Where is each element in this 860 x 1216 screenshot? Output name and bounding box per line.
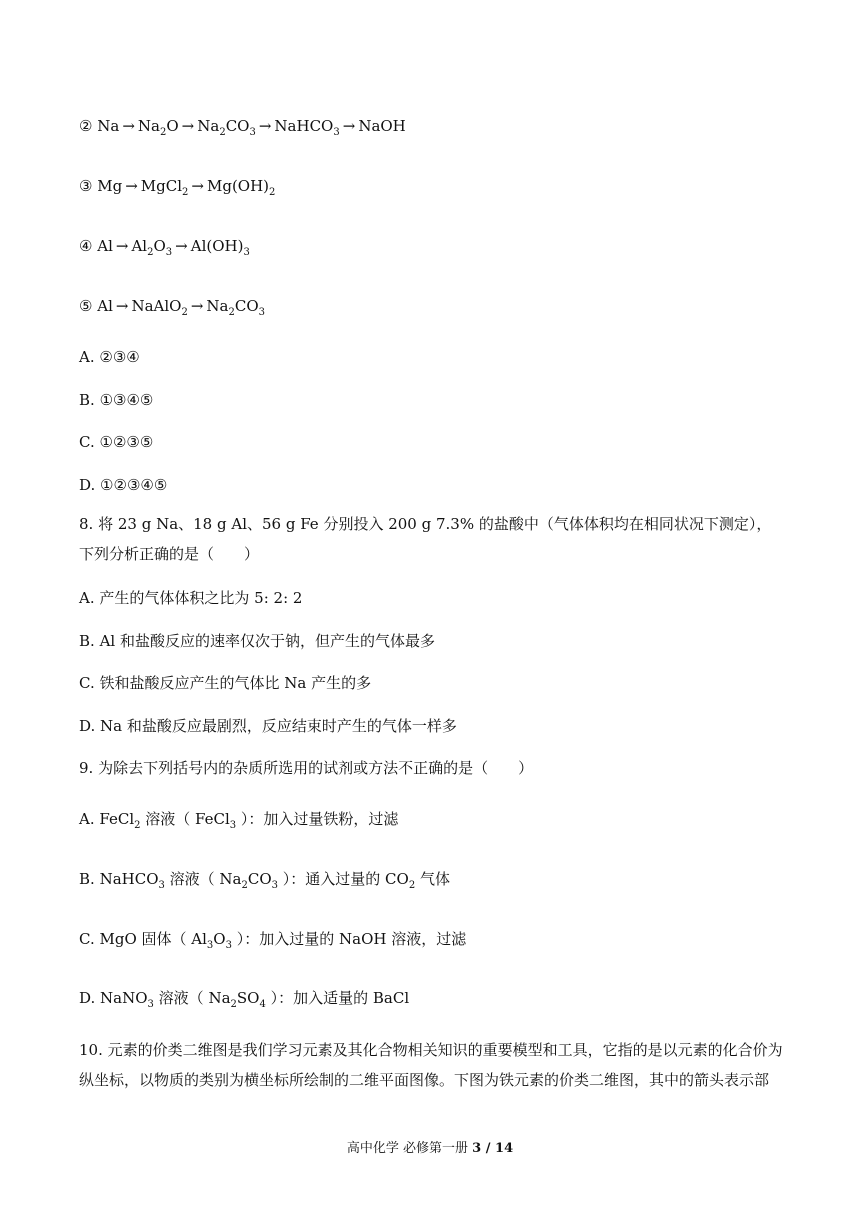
formula: MgCl$_2$ xyxy=(140,177,189,198)
arrow: → xyxy=(175,237,188,255)
arrow: → xyxy=(115,237,129,255)
arrow: → xyxy=(125,177,138,195)
formula: Al xyxy=(97,297,113,315)
formula: $Na_2CO_3$ xyxy=(197,117,256,138)
arrow: → xyxy=(258,117,272,135)
q8-option-b: B. Al 和盐酸反应的速率仅次于钠，但产生的气体最多 xyxy=(79,632,435,650)
formula: Al xyxy=(97,237,113,255)
page-number: 3 / 14 xyxy=(472,1141,514,1156)
formula: NaOH xyxy=(358,117,406,135)
q10-stem: 10. 元素的价类二维图是我们学习元素及其化合物相关知识的重要模型和工具，它指的是以元素的化合价为纵坐标，以物质的类别为横坐标所绘制的二维平面图像。下图为铁元素的价类二维图，其中的箭头表示部 xyxy=(79,1041,783,1089)
arrow: → xyxy=(342,117,356,135)
reaction-2 xyxy=(79,115,406,137)
formula: $Al_2O_3$ xyxy=(131,237,173,258)
arrow: → xyxy=(190,297,204,315)
formula: Na xyxy=(97,117,120,135)
formula: $Mg(OH)_2$ xyxy=(206,177,276,198)
formula: NaHCO$_3$ xyxy=(274,117,340,138)
reaction-3 xyxy=(79,175,275,197)
q8-stem: 8. 将 23 g Na、18 g Al、56 g Fe 分别投入 200 g 7.3% 的盐酸中（气体体积均在相同状况下测定），下列分析正确的是（ ） xyxy=(79,515,772,563)
footer-label: 高中化学 必修第一册 xyxy=(346,1141,469,1156)
circled-number: ⑤ xyxy=(79,297,93,315)
formula: Mg xyxy=(97,177,123,195)
reaction-4 xyxy=(79,235,250,257)
q8-option-a: A. 产生的气体体积之比为 5: 2: 2 xyxy=(79,589,303,607)
q7-option-a: A. ②③④ xyxy=(79,348,140,366)
q9-option-d: D. NaNO$_3$ 溶液（ $Na_2SO_4$ ）：加入适量的 BaCl xyxy=(79,989,410,1010)
arrow: → xyxy=(191,177,204,195)
arrow: → xyxy=(115,297,129,315)
page-footer xyxy=(0,1137,860,1156)
reaction-5 xyxy=(79,295,265,317)
formula: $Al(OH)_3$ xyxy=(190,237,250,258)
circled-number: ② xyxy=(79,117,93,135)
formula: $Na_2O$ xyxy=(137,117,179,138)
q7-option-d: D. ①②③④⑤ xyxy=(79,476,168,494)
q9-stem: 9. 为除去下列括号内的杂质所选用的试剂或方法不正确的是（ ） xyxy=(79,759,534,777)
q8-option-c: C. 铁和盐酸反应产生的气体比 Na 产生的多 xyxy=(79,674,372,692)
arrow: → xyxy=(122,117,135,135)
q7-option-c: C. ①②③⑤ xyxy=(79,433,154,451)
q9-option-a: A. FeCl$_2$ 溶液（ FeCl$_3$ ）：加入过量铁粉，过滤 xyxy=(79,810,399,831)
formula: $Na_2CO_3$ xyxy=(206,297,266,318)
q9-option-c: C. MgO 固体（ $Al_3O_3$ ）：加入过量的 NaOH 溶液，过滤 xyxy=(79,930,467,951)
arrow: → xyxy=(181,117,195,135)
q9-option-b: B. NaHCO$_3$ 溶液（ $Na_2CO_3$ ）：通入过量的 $CO_2$ 气体 xyxy=(79,870,450,891)
formula: NaAlO$_2$ xyxy=(131,297,188,318)
q8-option-d: D. Na 和盐酸反应最剧烈，反应结束时产生的气体一样多 xyxy=(79,717,457,735)
circled-number: ③ xyxy=(79,177,93,195)
q7-option-b: B. ①③④⑤ xyxy=(79,391,154,409)
circled-number: ④ xyxy=(79,237,93,255)
